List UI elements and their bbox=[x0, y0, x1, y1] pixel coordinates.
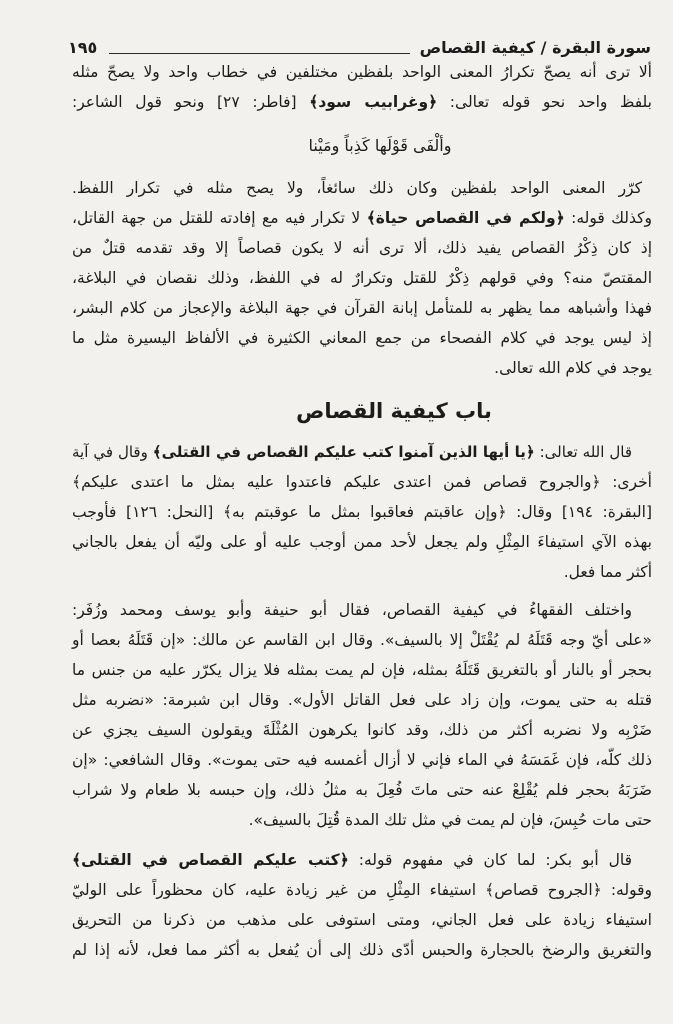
text-run: المقتصّ منه؟ وفي قولهم ذِكْرٌ للقتل وتكرارٌ له في اللفظ، وذلك نقصان في البلاغة، bbox=[72, 269, 652, 287]
text-run: لا تكرار فيه مع إفادته للقتل من جهة القاتل، bbox=[72, 209, 367, 227]
text-run: وقوله: ﴿الجروح قصاص﴾ استيفاء المِثْلِ من غير زيادة عليه، كان محظوراً على الوليّ bbox=[72, 881, 652, 899]
text-line bbox=[72, 203, 652, 233]
poetry-verse: وألْفَى قَوْلَها كَذِباً ومَيْنا bbox=[308, 136, 452, 155]
text-run: بلفظ واحد نحو قوله تعالى: bbox=[437, 93, 652, 111]
text-run: فهذا وأشباهه مما يظهر به للمتأمل إبانة القرآن في جهة البلاغة والإعجاز من كلام البشر، bbox=[72, 299, 652, 317]
text-line bbox=[72, 263, 652, 293]
text-run: حتى مات حُبِسَ، فإن لم يمت في مثل تلك المدة قُتِلَ بالسيف». bbox=[248, 811, 652, 829]
quran-quote: ﴿وغرابيب سود﴾ bbox=[309, 93, 438, 111]
text-run: قتله به حتى يموت، وإن زاد على فعل القاتل الأول». وقال ابن شبرمة: «نضربه مثل bbox=[72, 691, 652, 709]
text-run: يوجد في كلام الله تعالى. bbox=[494, 359, 652, 377]
paragraph bbox=[72, 57, 652, 117]
text-line bbox=[72, 497, 652, 527]
paragraph bbox=[72, 203, 652, 383]
text-line bbox=[72, 353, 652, 383]
text-run: كرّر المعنى الواحد بلفظين وكان ذلك سائغاً، ولا يصح مثله في تكرار اللفظ. bbox=[72, 179, 642, 197]
text-run: ذلك كلّه، فإن غَمَسَهُ في الماء فإني لا أزال أغمسه فيه حتى يموت». وقال الشافعي: «إن bbox=[72, 751, 652, 769]
page-body bbox=[72, 57, 652, 965]
text-line bbox=[72, 905, 652, 935]
quran-quote: ﴿يا أيها الذين آمنوا كتب عليكم القصاص في القتلى﴾ bbox=[152, 443, 535, 461]
text-run: أكثر مما فعل. bbox=[563, 563, 652, 581]
text-line bbox=[72, 527, 652, 557]
text-line bbox=[72, 57, 652, 87]
text-run: بحجر أو بالنار أو بالتغريق قَتَلَهُ بمثله، فإن لم يمت بمثله فلا يزال يكرّر عليه من جنس ما bbox=[72, 661, 652, 679]
text-run: إذ كان ذِكْرُ القصاص يفيد ذلك، ألا ترى أنه لا يكون قصاصاً إلا وقد تقدمه قتلٌ من bbox=[72, 239, 652, 257]
text-line bbox=[72, 625, 652, 655]
text-line bbox=[72, 745, 652, 775]
text-line bbox=[72, 173, 652, 203]
paragraph bbox=[72, 845, 652, 965]
text-line bbox=[72, 655, 652, 685]
text-run: وقال في آية bbox=[72, 443, 153, 461]
text-line bbox=[72, 875, 652, 905]
paragraph bbox=[72, 173, 652, 203]
running-header bbox=[68, 33, 651, 59]
text-run: قال الله تعالى: bbox=[534, 443, 633, 461]
text-line bbox=[72, 557, 652, 587]
text-line bbox=[72, 935, 652, 965]
text-run: واختلف الفقهاءُ في كيفية القصاص، فقال أبو حنيفة وأبو يوسف ومحمد وزُفَر: bbox=[72, 601, 632, 619]
quran-quote: ﴿ولكم في القصاص حياة﴾ bbox=[366, 209, 565, 227]
paragraph bbox=[72, 595, 652, 835]
text-line bbox=[72, 845, 652, 875]
chapter-heading: باب كيفية القصاص bbox=[296, 399, 492, 423]
text-line bbox=[72, 805, 652, 835]
paragraph bbox=[72, 437, 652, 587]
text-line bbox=[72, 467, 652, 497]
header-rule bbox=[109, 52, 409, 54]
text-line bbox=[72, 685, 652, 715]
text-run: إذ ليس يوجد في كلام الفصحاء من جمع المعاني الكثيرة في الألفاظ اليسيرة مثل ما bbox=[72, 329, 652, 347]
text-run: ألا ترى أنه يصحّ تكرارُ المعنى الواحد بلفظين مختلفين في خطاب واحد ولا يصحّ مثله bbox=[72, 63, 652, 81]
text-run: ضَرَبَهُ بحجر فلم يُقْلِعْ عنه حتى ماتَ فُعِلَ به مثلُ ذلك، وإن حبسه بلا طعام ولا شراب bbox=[72, 781, 652, 799]
text-run: وكذلك قوله: bbox=[564, 209, 652, 227]
text-line bbox=[72, 437, 652, 467]
text-line bbox=[72, 595, 652, 625]
text-run: ضَرْبِه ولا نضربه أكثر من ذلك، وقد كانوا يكرهون المُثْلَةَ ويقولون السيف يجزي عن bbox=[72, 721, 652, 739]
quran-quote: ﴿كتب عليكم القصاص في القتلى﴾ bbox=[72, 851, 349, 869]
text-line bbox=[72, 323, 652, 353]
running-title: سورة البقرة / كيفية القصاص bbox=[419, 38, 651, 57]
text-line bbox=[72, 233, 652, 263]
text-line bbox=[72, 87, 652, 117]
text-run: استيفاء زيادة على فعل الجاني، ومتى استوفى على مذهب من ذكرنا من التحريق bbox=[72, 911, 652, 929]
text-run: [البقرة: ١٩٤] وقال: ﴿وإن عاقبتم فعاقبوا بمثل ما عوقبتم به﴾ [النحل: ١٢٦] فأوجب bbox=[72, 503, 652, 521]
text-line bbox=[72, 293, 652, 323]
text-line bbox=[72, 775, 652, 805]
text-line bbox=[72, 715, 652, 745]
text-run: [فاطر: ٢٧] ونحو قول الشاعر: bbox=[72, 93, 310, 111]
text-run: والتغريق والرضخ بالحجارة والحبس أدّى ذلك إلى أن يُفعل به أكثر مما فعل، لأنه إذا لم bbox=[72, 941, 652, 959]
text-run: بهذه الآي استيفاءَ المِثْلِ ولم يجعل لأحد ممن أوجب عليه أو على وليّه أن يفعل بالجاني bbox=[72, 533, 652, 551]
text-run: «على أيّ وجه قَتَلَهُ لم يُقْتَلْ إلا بالسيف». وقال ابن القاسم عن مالك: «إن قَتَلَهُ بعصا أو bbox=[72, 631, 652, 649]
text-run: أخرى: ﴿والجروح قصاص فمن اعتدى عليكم فاعتدوا عليه بمثل ما اعتدى عليكم﴾ bbox=[72, 473, 652, 491]
text-run: قال أبو بكر: لما كان في مفهوم قوله: bbox=[348, 851, 632, 869]
page-number: ١٩٥ bbox=[68, 38, 98, 57]
